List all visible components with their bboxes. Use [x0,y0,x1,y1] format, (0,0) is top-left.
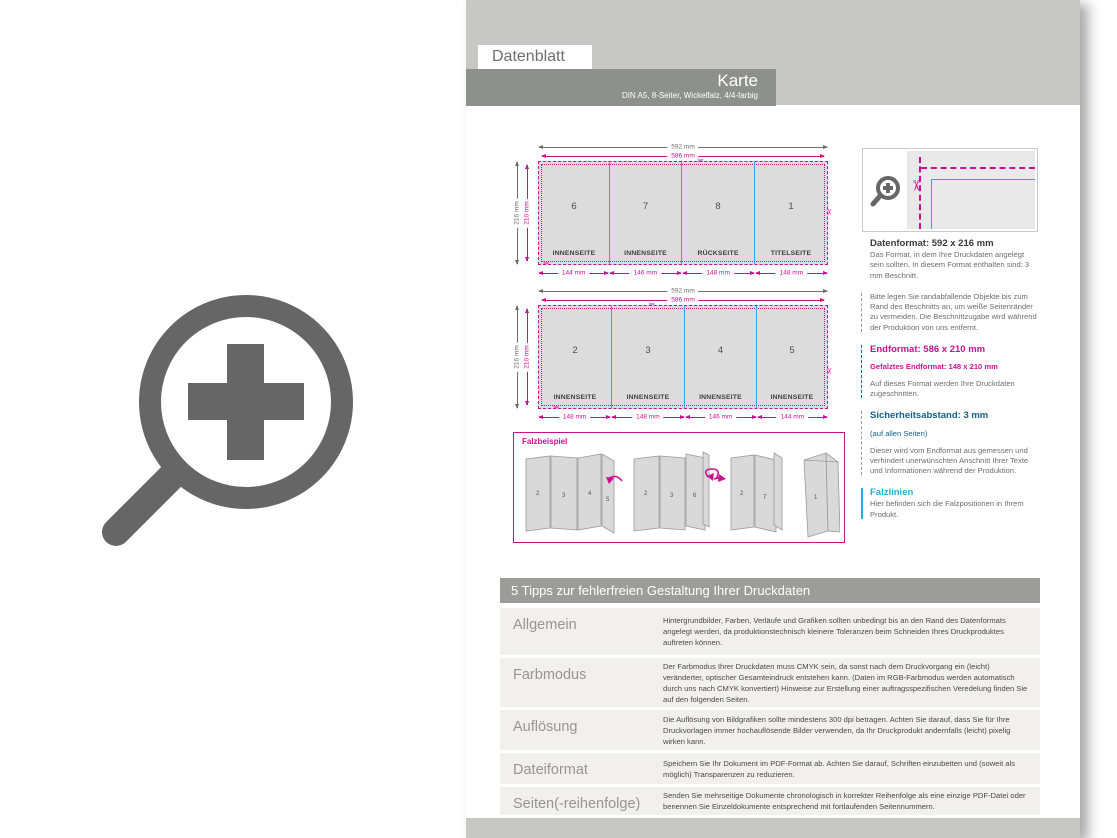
sicherheitsabstand-block: Sicherheitsabstand: 3 mm (auf allen Seiten) Dieser wird vom Endformat aus gemessen und verhindert unerwünschten Anschnitt Ihrer Texte und Informationen während der Produktion. [870,410,1038,476]
svg-text:2: 2 [740,491,744,497]
svg-text:6: 6 [693,493,697,499]
sicherheitsabstand-title: Sicherheitsabstand: 3 mm [870,410,989,422]
scissors-icon: ✂ [543,259,550,268]
scissors-icon: ✂ [824,367,834,375]
dim-total-width: 592 mm [538,143,828,152]
page-subtitle: DIN A5, 8-Seiter, Wickelfalz, 4/4-farbig [621,91,758,100]
beschnitt-block: Bitte legen Sie randabfallende Objekte bis zum Rand des Beschnitts an, um weiße Seitenränder zu vermeiden. Die Beschnittzugabe wird während der Produktion von uns entfernt. [870,292,1038,333]
tip-row-farbmodus: Farbmodus Der Farbmodus Ihrer Druckdaten muss CMYK sein, da sonst nach dem Druckvorgang ein (leicht) veränderter, optischer Gesamteindruck entstehen kann. (Daten im RGB-Farbmodus werden automatisch durch uns nach CMYK konvertiert) Hinweise zur Erstellung einer auftragsspezifischen Veredelung finden Sie auf den folgenden Seiten. [500,658,1040,707]
datenblatt-tab: Datenblatt [478,45,592,69]
panel-7: 7 INNENSEITE [609,162,681,264]
final-format-line-v [931,179,932,229]
scissors-icon: ✂ [824,208,834,216]
title-bar [466,69,776,106]
svg-text:2: 2 [644,491,648,497]
panel-8: 8 RÜCKSEITE [681,162,754,264]
tip-row-allgemein: Allgemein Hintergrundbilder, Farben, Verläufe und Grafiken sollten unbedingt bis an den Rand des Datenformats angelegt werden, da produktionstechnisch kleinere Toleranzen beim Schneiden Ihres Druckproduktes auftreten können. [500,608,1040,655]
falzlinien-title: Falzlinien [870,487,914,499]
svg-text:7: 7 [763,495,767,501]
datenformat-title: Datenformat: 592 x 216 mm [870,238,994,249]
endformat-title: Endformat: 586 x 210 mm [870,343,986,355]
dim-total-height: 216 mm [513,305,522,409]
dim-final-width: 586 mm [541,296,825,305]
final-format-line-h [931,179,1035,180]
dim-final-height: 210 mm [523,308,532,406]
bleed-corner-illustration [907,151,1035,229]
scissors-icon: ✂ [553,403,560,412]
fold-example-box [513,432,845,543]
tips-header: 5 Tipps zur fehlerfreien Gestaltung Ihrer Druckdaten [500,578,1040,603]
bleed-indicator-line [861,293,862,332]
svg-text:2: 2 [536,491,540,497]
scissors-icon: ✂ [697,156,705,165]
scissors-icon: ✂ [908,179,925,192]
bleed-line-v [919,157,921,229]
tip-row-seitenreihenfolge: Seiten(-reihenfolge) Senden Sie mehrseitige Dokumente chronologisch in korrekter Reihenfolge als eine einzige PDF-Datei oder benennen Sie Einzeldokumente entsprechend mit fortlaufenden Seitennummern. [500,787,1040,815]
fold-example-illustration [518,445,840,539]
fold-example-label: Falzbeispiel [522,437,568,446]
falzlinien-block: Falzlinien Hier befinden sich die Falzpositionen in Ihrem Produkt. [870,487,1038,520]
safety-indicator-line [861,411,862,475]
dim-total-width: 592 mm [538,287,828,296]
tip-row-aufloesung: Auflösung Die Auflösung von Bildgrafiken sollte mindestens 300 dpi betragen. Achten Sie darauf, dass Sie für Ihre Druckvorlagen immer hochauflösende Bilder verwenden, da Ihr Druckprodukt andernfalls (leicht) pixelig wirken kann. [500,710,1040,750]
zoom-plus-icon-svg [100,272,400,572]
panel-3: 3 INNENSEITE [611,306,684,408]
page-title: Karte [717,71,758,90]
zoom-icon-small [869,173,903,211]
svg-text:3: 3 [562,493,566,499]
panel-6: 6 INNENSEITE [552,200,596,257]
dim-final-height: 210 mm [523,164,532,262]
scissors-icon: ✂ [648,300,656,309]
bleed-line-h [921,167,1035,169]
format-info-column [870,238,1038,531]
spread-diagram-front [513,143,834,285]
panel-2: 2 INNENSEITE [553,344,597,401]
dim-total-height: 216 mm [513,161,522,265]
tip-row-dateiformat: Dateiformat Speichern Sie Ihr Dokument im PDF-Format ab. Achten Sie darauf, Schriften einzubetten und (soweit als möglich) Transparenzen zu reduzieren. [500,753,1040,784]
panel-1: 1 TITELSEITE [754,162,827,264]
panel-width-dims: 144 mm 146 mm 148 mm 148 mm [538,269,828,278]
svg-text:1: 1 [814,495,818,501]
dim-final-width: 586 mm [541,152,825,161]
endformat-indicator-line [861,345,862,399]
falzlinien-indicator-line [861,488,863,519]
svg-text:5: 5 [606,497,610,503]
panel-5: 5 INNENSEITE [756,306,827,408]
corner-detail-box [862,148,1038,232]
spread-diagram-back [513,287,834,429]
svg-text:3: 3 [670,493,674,499]
page-bottom-band [466,818,1080,838]
panel-4: 4 INNENSEITE [684,306,756,408]
panel-width-dims: 148 mm 148 mm 146 mm 144 mm [538,413,828,422]
datasheet-page [466,0,1080,838]
endformat-block: Endformat: 586 x 210 mm Gefalztes Endformat: 148 x 210 mm Auf dieses Format werden Ihre Druckdaten zugeschnitten. [870,344,1038,400]
svg-text:4: 4 [588,491,592,497]
zoom-plus-icon [100,272,400,572]
datenformat-block: Datenformat: 592 x 216 mm Das Format, in dem Ihre Druckdaten angelegt sein sollten. In diesem Format enthalten sind: 3 mm Beschnitt. [870,238,1038,281]
